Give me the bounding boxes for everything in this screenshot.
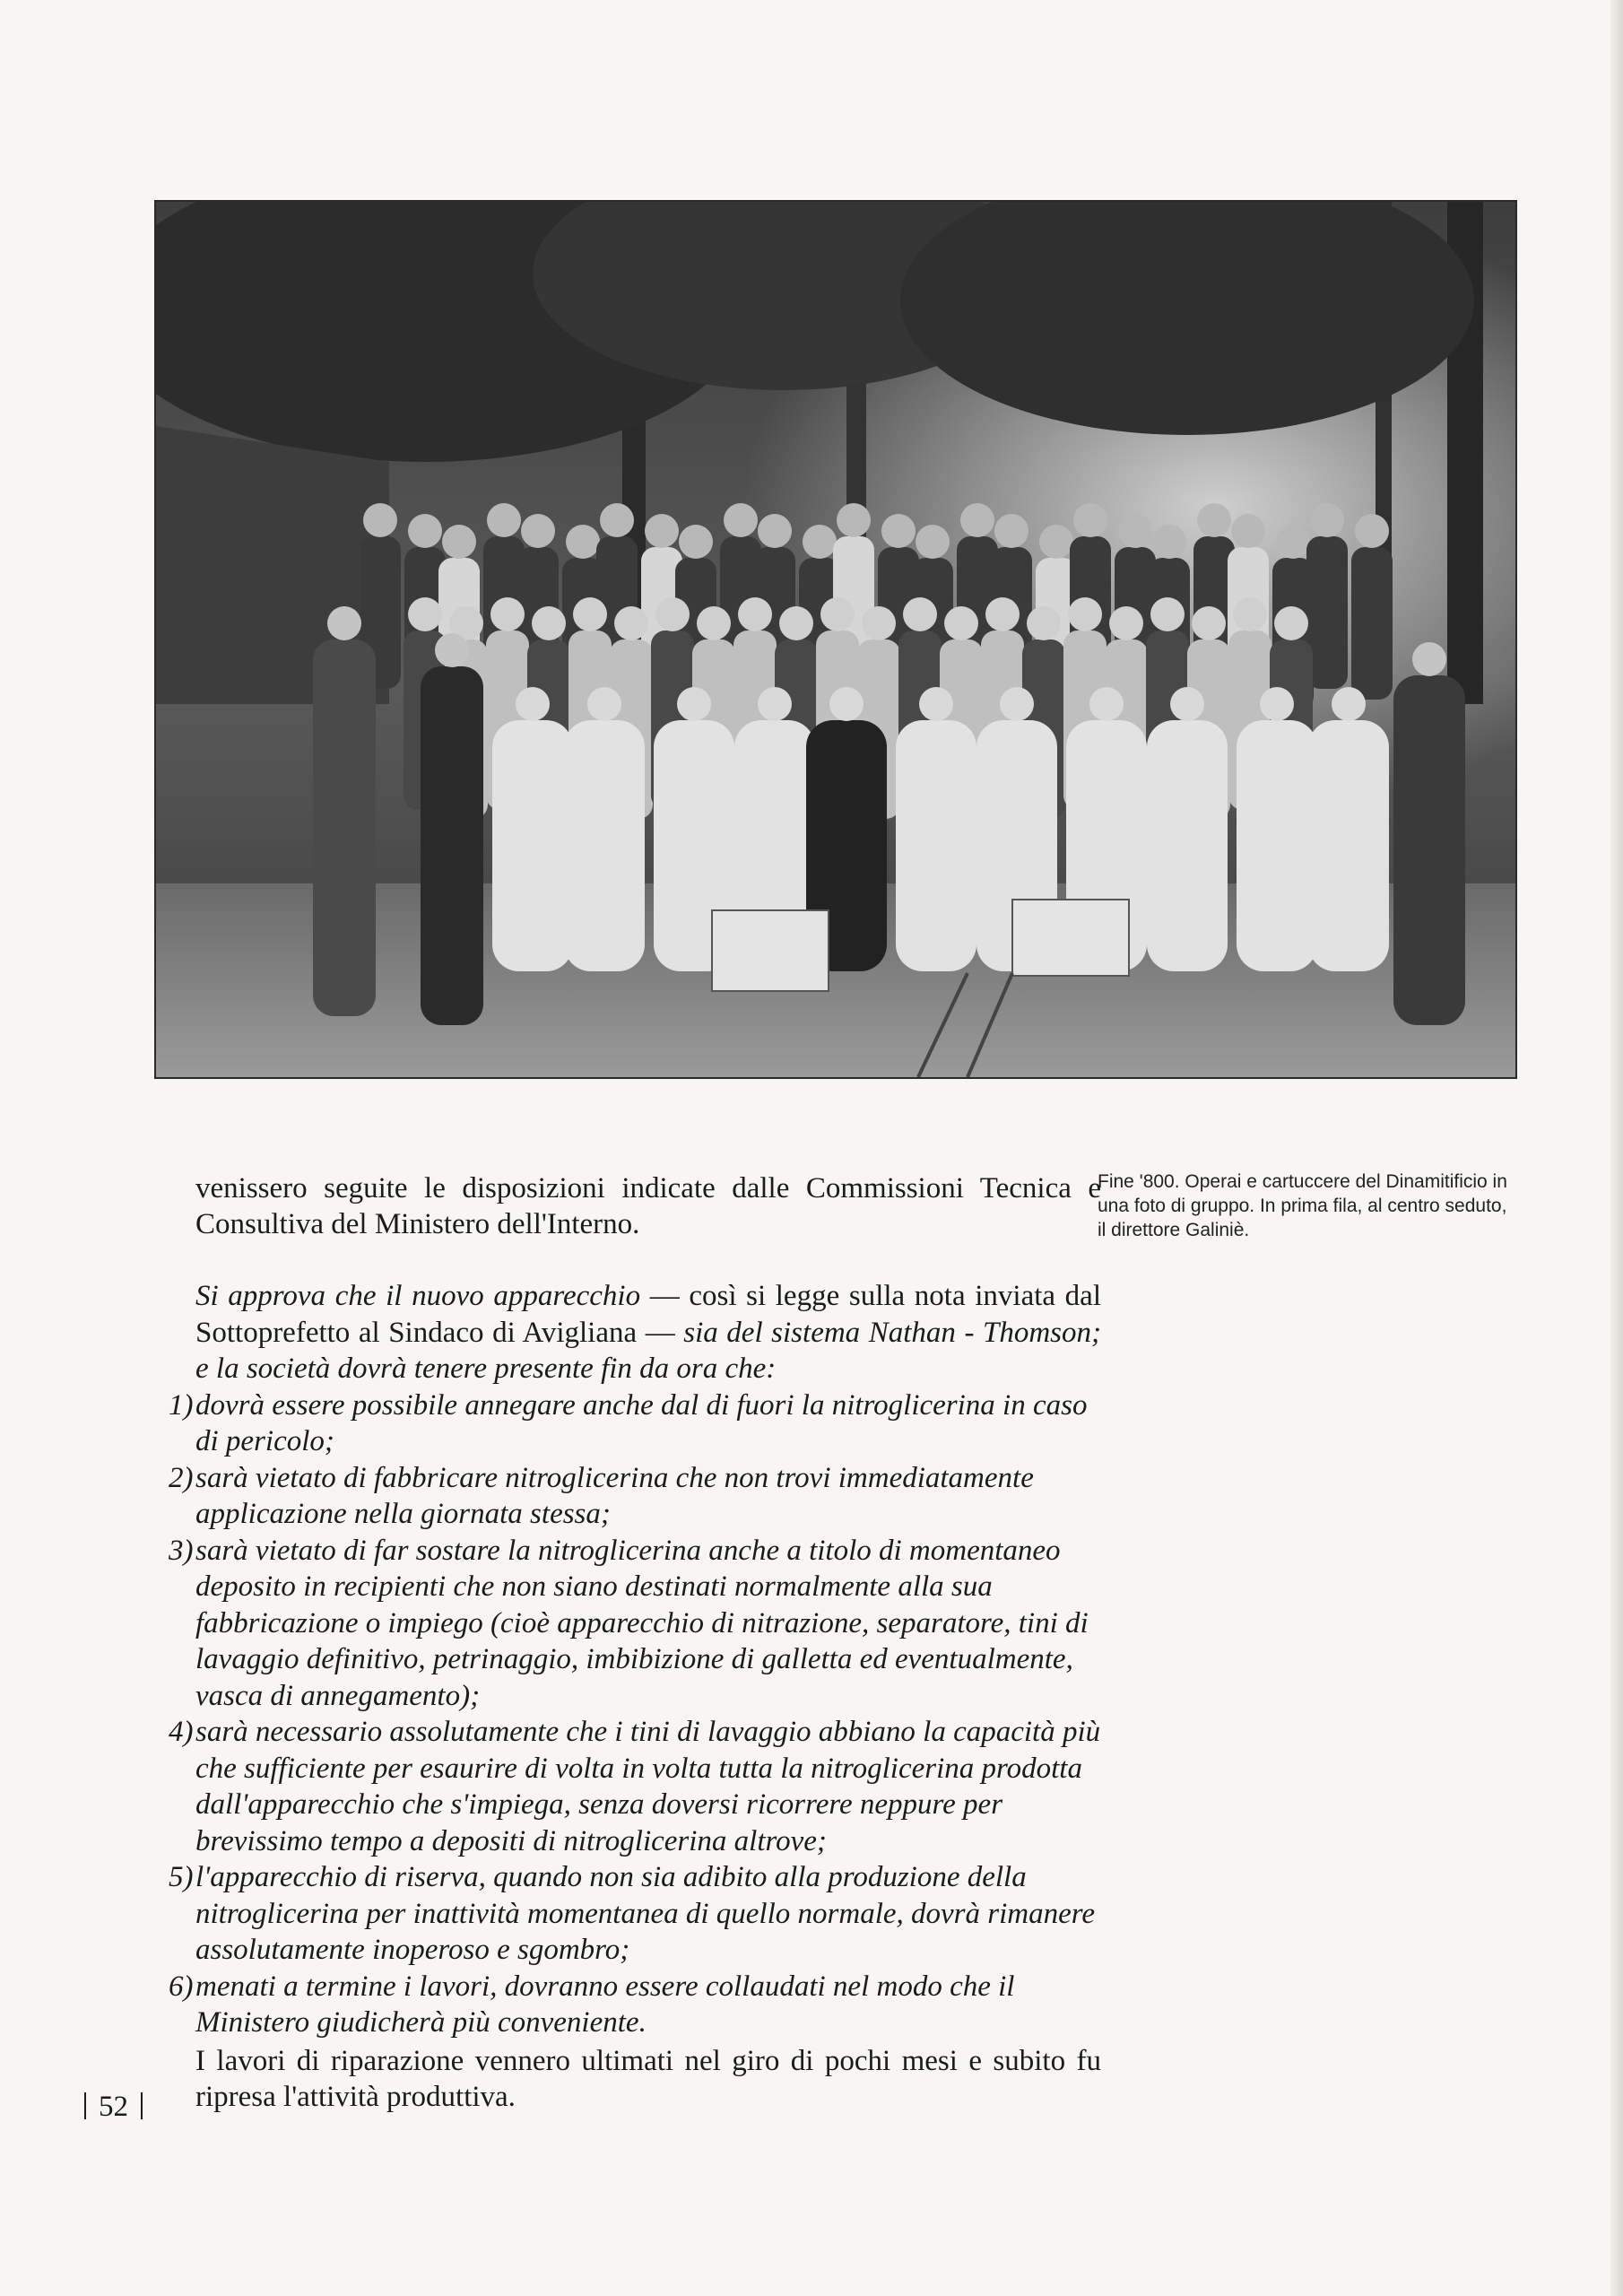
photo-figure-head (779, 606, 813, 640)
list-item (169, 1460, 1101, 1533)
photo-figure-body (421, 666, 483, 1025)
list-item (169, 1859, 1101, 1969)
page-number (72, 2089, 155, 2125)
photo-figure-head (960, 503, 994, 537)
photo-figure-head (1118, 514, 1152, 548)
photo-figure-head (1027, 606, 1061, 640)
photo-figure-head (1150, 597, 1185, 631)
list-item (169, 1714, 1101, 1859)
group-photograph (154, 200, 1517, 1079)
photo-figure-body (564, 720, 645, 971)
photo-figure-head (363, 503, 397, 537)
photo-figure-head (985, 597, 1020, 631)
photo-figure-head (758, 514, 792, 548)
photo-figure-head (532, 606, 566, 640)
item-number: 6) (169, 1970, 194, 2003)
photo-figure-body (1351, 547, 1393, 700)
photo-figure-head (600, 503, 634, 537)
photo-figure-head (679, 525, 713, 559)
quoted-note (169, 1278, 1101, 2041)
item-text: l'apparecchio di riserva, quando non sia adibito alla produzione della nitroglicerina per inattività momentanea di quello normale, dovrà rimanere assolutamente inoperoso e sgombro; (195, 1861, 1096, 1966)
photo-figure-head (1089, 687, 1124, 721)
photo-figure-head (994, 514, 1028, 548)
photo-figure-head (697, 606, 731, 640)
photo-figure-head (1412, 642, 1446, 676)
photo-figure-head (645, 514, 679, 548)
photo-figure-head (862, 606, 896, 640)
photo-figure-body (492, 720, 573, 971)
item-text: menati a termine i lavori, dovranno essere collaudati nel modo che il Ministero giudicherà più conveniente. (195, 1970, 1015, 2039)
photo-figure-head (829, 687, 864, 721)
photo-image (156, 202, 1515, 1077)
item-text: sarà necessario assolutamente che i tini di lavaggio abbiano la capacità più che sufficiente per esaurire di volta in volta tutta la nitroglicerina prodotta dall'apparecchio che s'impiega, senza doversi ricorrere neppure per brevissimo tempo a depositi di nitroglicerina altrove; (195, 1716, 1101, 1857)
photo-figure-body (896, 720, 976, 971)
photo-figure-head (803, 525, 837, 559)
photo-caption: Fine '800. Operai e cartuccere del Dinamitificio in una foto di gruppo. In prima fila, al centro seduto, il direttore Galiniè. (1098, 1171, 1507, 1240)
item-number: 3) (169, 1534, 194, 1567)
photo-figure-head (677, 687, 711, 721)
item-number: 1) (169, 1388, 194, 1422)
photo-figure-body (1147, 720, 1228, 971)
photo-figure-head (442, 525, 476, 559)
page-number-rule-right (141, 2092, 143, 2119)
photo-figure-head (487, 503, 521, 537)
page-edge (1610, 0, 1623, 2296)
photo-figure-head (1332, 687, 1366, 721)
photo-figure-head (903, 597, 937, 631)
photo-figure-head (521, 514, 555, 548)
list-item (169, 1969, 1101, 2041)
photo-figure-body (313, 639, 376, 1016)
quote-intro-part-1: Si approva che il nuovo apparecchio (195, 1280, 641, 1312)
photo-figure-head (1068, 597, 1102, 631)
photo-figure-body (1393, 675, 1465, 1025)
photo-figure-head (1073, 503, 1107, 537)
photo-figure-head (1039, 525, 1073, 559)
page-number-value: 52 (99, 2091, 128, 2123)
photo-figure-head (1233, 597, 1267, 631)
photo-figure-head (655, 597, 690, 631)
item-number: 5) (169, 1861, 194, 1893)
photo-figure-head (1000, 687, 1034, 721)
photo-figure-head (573, 597, 607, 631)
photo-figure-head (916, 525, 950, 559)
photo-figure-head (919, 687, 953, 721)
quote-intro (195, 1278, 1101, 1387)
photo-figure-head (881, 514, 916, 548)
photo-figure-head (758, 687, 792, 721)
list-item (169, 1533, 1101, 1715)
photo-figure-head (1310, 503, 1344, 537)
photo-figure-head (1152, 525, 1186, 559)
photo-figure-body (1237, 720, 1317, 971)
photo-figure-head (1231, 514, 1265, 548)
item-text: sarà vietato di far sostare la nitroglicerina anche a titolo di momentaneo deposito in recipienti che non siano destinati normalmente alla sua fabbricazione o impiego (cioè apparecchio di nitrazione, separatore, tini di lavaggio definitivo, petrinaggio, imbibizione di galletta ed eventualmente, vasca di annegamento); (195, 1534, 1089, 1712)
photo-figure-head (1276, 525, 1310, 559)
photo-figure-head (587, 687, 621, 721)
photo-figure-head (566, 525, 600, 559)
photo-figure-head (820, 597, 855, 631)
photo-figure-head (738, 597, 772, 631)
quote-intro-part-3: sia del sistema Nathan - Thomson; e la società dovrà tenere presente fin da ora che: (195, 1316, 1101, 1385)
photo-figure-head (1109, 606, 1143, 640)
paragraph-2: I lavori di riparazione vennero ultimati nel giro di pochi mesi e subito fu ripresa l'attività produttiva. (195, 2045, 1101, 2113)
photo-figure-head (614, 606, 648, 640)
photo-figure-head (408, 514, 442, 548)
quote-intro-part-2: — così si legge sulla nota inviata dal Sottoprefetto al Sindaco di Avigliana — (195, 1280, 1101, 1349)
photo-figure-head (1260, 687, 1294, 721)
photo-figure-head (516, 687, 550, 721)
photo-figure-head (1355, 514, 1389, 548)
photo-figure-head (327, 606, 361, 640)
photo-figure-head (1192, 606, 1226, 640)
list-item (169, 1387, 1101, 1460)
photo-figure-head (944, 606, 978, 640)
item-text: sarà vietato di fabbricare nitroglicerina che non trovi immediatamente applicazione nella giornata stessa; (195, 1461, 1034, 1530)
photo-figure-body (1308, 720, 1389, 971)
photo-figure-head (724, 503, 758, 537)
paragraph-1: venissero seguite le disposizioni indicate dalle Commissioni Tecnica e Consultiva del Ministero dell'Interno. (195, 1172, 1101, 1240)
item-text: dovrà essere possibile annegare anche dal di fuori la nitroglicerina in caso di pericolo; (195, 1388, 1088, 1457)
photo-figure-head (1274, 606, 1308, 640)
item-number: 2) (169, 1461, 194, 1494)
photo-figure-head (490, 597, 525, 631)
provisions-list (169, 1387, 1101, 2041)
photo-figure-head (1170, 687, 1204, 721)
photo-figure-head (1197, 503, 1231, 537)
item-number: 4) (169, 1716, 194, 1748)
photo-figure-head (837, 503, 871, 537)
photo-figure-head (408, 597, 442, 631)
page-number-rule-left (84, 2092, 86, 2119)
photo-figure-head (435, 633, 469, 667)
